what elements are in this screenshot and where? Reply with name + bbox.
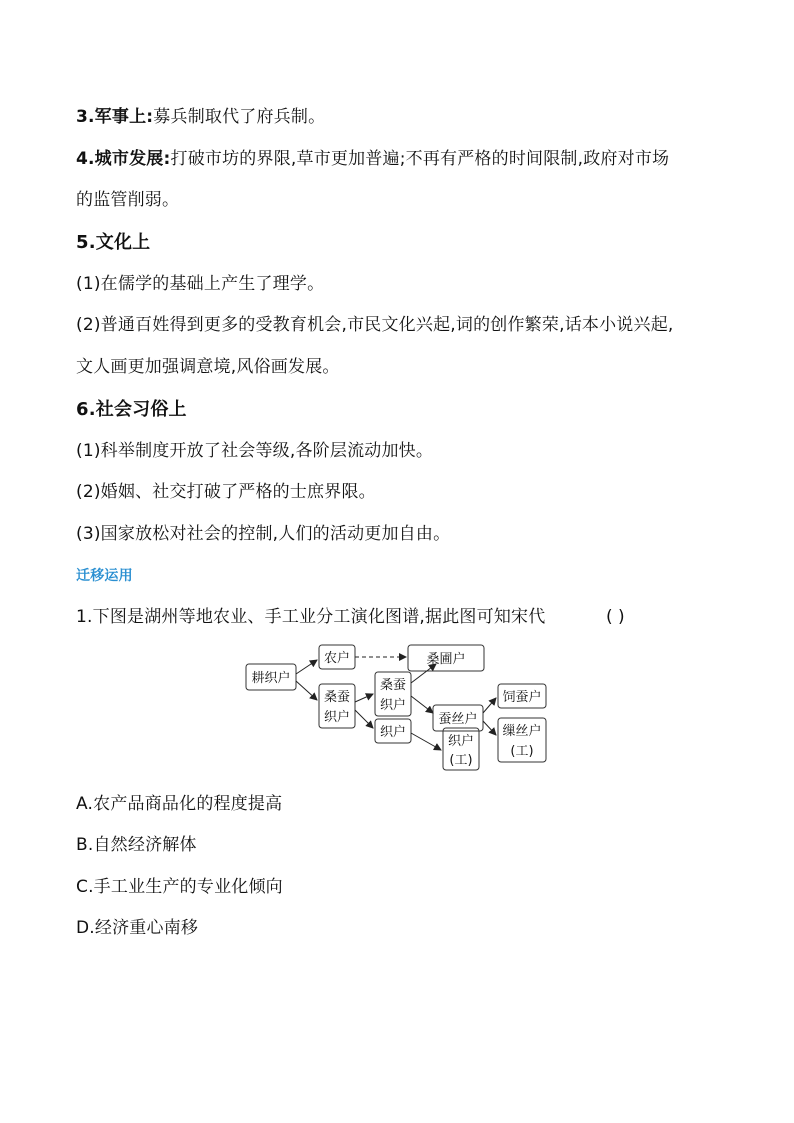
answer-bracket: ( ) [606, 607, 625, 627]
node-sangpu: 桑圃户 [426, 652, 466, 667]
option-a[interactable]: A.农产品商品化的程度提高 [76, 794, 283, 814]
customs-item-2: (2)婚姻、社交打破了严格的士庶界限。 [76, 482, 376, 502]
option-c[interactable]: C.手工业生产的专业化倾向 [76, 877, 283, 897]
section-tag-practice: 迁移运用 [76, 568, 133, 584]
node-cansi: 蚕丝户 [438, 712, 478, 727]
node-nong: 农户 [323, 651, 351, 666]
node-zhi: 织户 [379, 725, 407, 740]
node-sangcan-b: 织户 [323, 710, 351, 725]
node-sangcan2-b: 织户 [379, 698, 407, 713]
culture-item-2-cont: 文人画更加强调意境,风俗画发展。 [76, 357, 340, 377]
node-sangcan2-a: 桑蚕 [379, 678, 407, 693]
heading-customs: 6.社会习俗上 [76, 399, 187, 420]
node-zhigong-a: 织户 [447, 734, 475, 749]
culture-item-1: (1)在儒学的基础上产生了理学。 [76, 274, 325, 294]
city-text: 打破市坊的界限,草市更加普遍;不再有严格的时间限制,政府对市场 [170, 149, 670, 169]
military-label: 3.军事上: [76, 107, 154, 127]
customs-item-1: (1)科举制度开放了社会等级,各阶层流动加快。 [76, 441, 434, 461]
node-sangcan-a: 桑蚕 [323, 690, 351, 705]
military-text: 募兵制取代了府兵制。 [153, 107, 326, 127]
heading-culture: 5.文化上 [76, 232, 151, 253]
city-label: 4.城市发展: [76, 149, 171, 169]
customs-item-3: (3)国家放松对社会的控制,人们的活动更加自由。 [76, 524, 451, 544]
paragraph-city-cont: 的监管削弱。 [76, 190, 180, 210]
node-zhigong-b: (工) [449, 753, 473, 768]
question-stem: 1.下图是湖州等地农业、手工业分工演化图谱,据此图可知宋代 [76, 607, 546, 627]
node-sican: 饲蚕户 [502, 690, 542, 705]
option-b[interactable]: B.自然经济解体 [76, 835, 197, 855]
culture-item-2: (2)普通百姓得到更多的受教育机会,市民文化兴起,词的创作繁荣,话本小说兴起, [76, 315, 674, 335]
node-sao-b: (工) [510, 744, 534, 759]
node-sao-a: 缫丝户 [502, 724, 542, 739]
option-d[interactable]: D.经济重心南移 [76, 918, 199, 938]
node-gengzhi: 耕织户 [251, 671, 291, 686]
